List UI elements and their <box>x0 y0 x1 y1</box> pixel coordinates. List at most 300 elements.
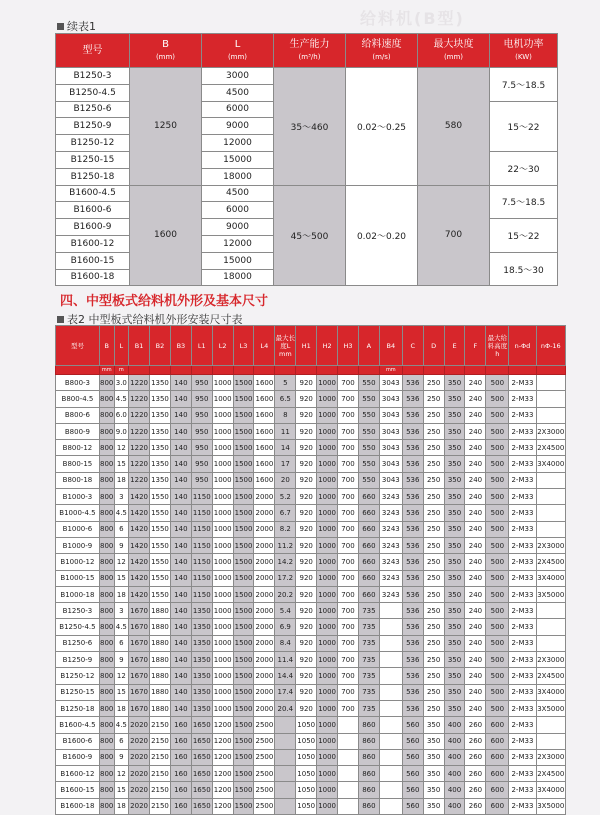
table2-cell: 160 <box>170 717 191 733</box>
table2-cell <box>536 717 565 733</box>
table2-cell: 3X4000 <box>536 456 565 472</box>
table2-cell: 350 <box>423 717 444 733</box>
table2-cell: 1350 <box>191 635 212 651</box>
table2-cell: 240 <box>465 472 486 488</box>
table2-cell: 2500 <box>254 782 275 798</box>
power-cell: 15～22 <box>490 101 558 151</box>
length-cell: 6000 <box>202 101 274 118</box>
table-row <box>56 440 566 456</box>
table2-cell: 1500 <box>233 798 254 814</box>
table2-cell <box>379 782 402 798</box>
table2-cell: 1670 <box>129 700 150 716</box>
table2-cell: 1500 <box>233 521 254 537</box>
table2-cell: 1000 <box>317 423 338 439</box>
table2-cell: B1250-18 <box>56 700 100 716</box>
table2-header-cell: L <box>114 326 129 366</box>
table-row <box>56 586 566 602</box>
table2-cell: 920 <box>296 537 317 553</box>
width-cell: 1250 <box>130 68 202 186</box>
table2-cell: 2-M33 <box>509 423 536 439</box>
table2-cell: 560 <box>402 766 423 782</box>
table1-header-cell <box>202 34 274 68</box>
table2-cell: 1550 <box>150 489 171 505</box>
table2-cell: 1670 <box>129 684 150 700</box>
table-row <box>56 423 566 439</box>
table2-cell <box>536 472 565 488</box>
table2-cell: 2X3000 <box>536 423 565 439</box>
table2-header-row <box>56 326 566 366</box>
section-title: 四、中型板式给料机外形及基本尺寸 <box>60 294 269 309</box>
table1-header-label: 最大块度 <box>433 38 474 50</box>
table2-cell: 250 <box>423 505 444 521</box>
table2-cell: 3 <box>114 603 129 619</box>
table2-cell: 920 <box>296 423 317 439</box>
table2-cell: 260 <box>465 749 486 765</box>
table2-cell: 1000 <box>212 456 233 472</box>
table2-cell: 1000 <box>317 668 338 684</box>
table2-cell: 800 <box>99 472 114 488</box>
table2-cell <box>536 489 565 505</box>
table2-cell: 1220 <box>129 472 150 488</box>
table-row <box>56 652 566 668</box>
table2-cell: 1500 <box>233 391 254 407</box>
table2-cell: 860 <box>358 717 379 733</box>
table2-cell: 550 <box>358 423 379 439</box>
table2-cell: 12 <box>114 554 129 570</box>
table2-cell: 1000 <box>212 603 233 619</box>
table2-header-cell: H1 <box>296 326 317 366</box>
model-cell: B1250-9 <box>56 118 130 135</box>
power-cell: 18.5～30 <box>490 252 558 286</box>
table2-cell: 2X4500 <box>536 668 565 684</box>
table2-cell: 700 <box>338 505 359 521</box>
table2-cell: B1600-12 <box>56 766 100 782</box>
table2-cell: 920 <box>296 554 317 570</box>
table2-cell: 4.5 <box>114 717 129 733</box>
table2-cell: 700 <box>338 375 359 391</box>
table-row <box>56 489 566 505</box>
table2-cell: 240 <box>465 570 486 586</box>
table2-cell: 1670 <box>129 603 150 619</box>
table2-header-cell: L2 <box>212 326 233 366</box>
table2-cell: 400 <box>444 798 465 814</box>
table2-cell: 350 <box>444 635 465 651</box>
table2-cell: 3043 <box>379 407 402 423</box>
table-row <box>56 766 566 782</box>
table2-cell: B800-12 <box>56 440 100 456</box>
table-row <box>56 668 566 684</box>
table2-cell: 2X4500 <box>536 554 565 570</box>
table2-cell: 700 <box>338 537 359 553</box>
table2-cell: 500 <box>486 521 509 537</box>
table2-cell: 1600 <box>254 407 275 423</box>
length-cell: 3000 <box>202 68 274 85</box>
table2-cell: 240 <box>465 619 486 635</box>
table2-cell: 1650 <box>191 749 212 765</box>
table2-cell: 1350 <box>191 619 212 635</box>
table2-cell: 500 <box>486 570 509 586</box>
table2-cell: 1600 <box>254 375 275 391</box>
table2-cell: 800 <box>99 570 114 586</box>
table2-cell: 3043 <box>379 472 402 488</box>
table2-cell <box>379 619 402 635</box>
table2-cell: 700 <box>338 521 359 537</box>
table2-cell: 700 <box>338 489 359 505</box>
table2-cell: 3043 <box>379 375 402 391</box>
table2-cell: 1880 <box>150 684 171 700</box>
table2-cell: 8.4 <box>275 635 296 651</box>
table2-cell: 1350 <box>150 472 171 488</box>
table2-header-cell: 最大给料高度 h <box>486 326 509 366</box>
table2-cell: 3243 <box>379 521 402 537</box>
table2-cell: 536 <box>402 423 423 439</box>
table-row <box>56 407 566 423</box>
table2-cell: 250 <box>423 570 444 586</box>
table2-cell: 1350 <box>150 375 171 391</box>
table2-cell: 1500 <box>233 472 254 488</box>
table2-cell: 400 <box>444 766 465 782</box>
table2-cell: 350 <box>444 505 465 521</box>
table2-cell <box>536 391 565 407</box>
table2-cell: 250 <box>423 489 444 505</box>
table2-cell: 660 <box>358 570 379 586</box>
table2-cell: 3243 <box>379 570 402 586</box>
table2-cell: 1500 <box>233 537 254 553</box>
table2-cell <box>275 733 296 749</box>
table2-cell: 560 <box>402 717 423 733</box>
table2-cell: 9.0 <box>114 423 129 439</box>
model-cell: B1600-18 <box>56 269 130 286</box>
table2-cell: 2X4500 <box>536 766 565 782</box>
table1-header-cell <box>56 34 130 68</box>
table2-cell: 536 <box>402 652 423 668</box>
table2-cell: 3X4000 <box>536 782 565 798</box>
table2-cell: 560 <box>402 798 423 814</box>
table2-cell: 700 <box>338 440 359 456</box>
table2-cell: 1000 <box>212 700 233 716</box>
table-row <box>56 570 566 586</box>
table2-cell: 536 <box>402 440 423 456</box>
table2-header-cell: B4 <box>379 326 402 366</box>
table-row <box>56 391 566 407</box>
table2-unit-cell <box>358 366 379 375</box>
table2-cell: 1420 <box>129 586 150 602</box>
table2-cell: 12 <box>114 440 129 456</box>
table2-cell: 950 <box>191 375 212 391</box>
table2-cell: 250 <box>423 635 444 651</box>
table2-cell: 700 <box>338 619 359 635</box>
table2-cell <box>379 749 402 765</box>
table2-cell <box>379 798 402 814</box>
speed-cell: 0.02～0.25 <box>346 68 418 186</box>
table2-cell: 2-M33 <box>509 472 536 488</box>
table2-cell <box>379 700 402 716</box>
table2-cell: B1600-9 <box>56 749 100 765</box>
length-cell: 18000 <box>202 269 274 286</box>
table2-cell: 2000 <box>254 521 275 537</box>
table2-cell: 2150 <box>150 717 171 733</box>
table2-cell: 1000 <box>212 505 233 521</box>
table2-cell: 350 <box>444 375 465 391</box>
table2-cell: 920 <box>296 668 317 684</box>
table2-header-cell: B1 <box>129 326 150 366</box>
table2-cell: 1550 <box>150 554 171 570</box>
table2-cell: 1500 <box>233 554 254 570</box>
table2-cell: 1500 <box>233 603 254 619</box>
table2-cell: 1650 <box>191 782 212 798</box>
table2-cell: 2500 <box>254 766 275 782</box>
table2-cell: 2-M33 <box>509 505 536 521</box>
table2-cell: 250 <box>423 652 444 668</box>
table2-cell: 14 <box>275 440 296 456</box>
table2-cell: 160 <box>170 733 191 749</box>
table2-cell: 140 <box>170 537 191 553</box>
table2-cell: 250 <box>423 537 444 553</box>
table2-cell: 8.2 <box>275 521 296 537</box>
table1-header-cell <box>274 34 346 68</box>
table2-cell: 250 <box>423 668 444 684</box>
table2-cell: B1250-12 <box>56 668 100 684</box>
table2-cell: 2020 <box>129 766 150 782</box>
table2-cell: 140 <box>170 440 191 456</box>
table2-cell: 2000 <box>254 489 275 505</box>
table2-cell: 2-M33 <box>509 440 536 456</box>
table2-cell: 1150 <box>191 505 212 521</box>
table-row <box>56 717 566 733</box>
table2-cell: 536 <box>402 554 423 570</box>
table2-cell <box>338 782 359 798</box>
table2-cell: B1250-15 <box>56 684 100 700</box>
table2-cell: 536 <box>402 700 423 716</box>
table1-header-label: 电机功率 <box>503 38 544 50</box>
table2-cell: 1500 <box>233 570 254 586</box>
table2-cell: 240 <box>465 489 486 505</box>
table2-cell: 140 <box>170 652 191 668</box>
table2-cell: B800-18 <box>56 472 100 488</box>
table2-cell: 2150 <box>150 782 171 798</box>
table2-cell: 1500 <box>233 733 254 749</box>
table2-cell: 920 <box>296 570 317 586</box>
table2-cell: 14.2 <box>275 554 296 570</box>
model-cell: B1600-6 <box>56 202 130 219</box>
table2-cell: 140 <box>170 700 191 716</box>
table2-cell: 1150 <box>191 586 212 602</box>
table2-cell: 3X5000 <box>536 700 565 716</box>
table2-cell: 800 <box>99 733 114 749</box>
table2-cell: 1420 <box>129 521 150 537</box>
table2-cell: 1000 <box>212 472 233 488</box>
table2-cell: 735 <box>358 603 379 619</box>
table2-cell: B1000-12 <box>56 554 100 570</box>
table-row <box>56 684 566 700</box>
table2-cell: 536 <box>402 603 423 619</box>
table2-cell: 240 <box>465 440 486 456</box>
table2-cell: 2-M33 <box>509 603 536 619</box>
table2-cell: 1670 <box>129 652 150 668</box>
table2-cell: 350 <box>423 782 444 798</box>
table2-cell: 860 <box>358 766 379 782</box>
table2-cell: 536 <box>402 570 423 586</box>
table2-cell: B1600-4.5 <box>56 717 100 733</box>
table2-unit-cell <box>170 366 191 375</box>
table2-cell: 1500 <box>233 440 254 456</box>
table2-cell: B1000-6 <box>56 521 100 537</box>
table2-cell: 800 <box>99 391 114 407</box>
table2-cell: 2-M33 <box>509 635 536 651</box>
table2-cell: 1600 <box>254 423 275 439</box>
table2-cell: 4.5 <box>114 391 129 407</box>
table2-cell: 17.4 <box>275 684 296 700</box>
table2-cell: 920 <box>296 472 317 488</box>
table2-cell: 2000 <box>254 684 275 700</box>
table2-cell: 18 <box>114 700 129 716</box>
table2-cell: 560 <box>402 733 423 749</box>
table2-cell: 1000 <box>212 423 233 439</box>
table2-cell: 160 <box>170 766 191 782</box>
table2-cell: 1550 <box>150 521 171 537</box>
table2-cell: 1000 <box>317 766 338 782</box>
table2-unit-cell <box>486 366 509 375</box>
table2-cell: 160 <box>170 749 191 765</box>
table2-cell: 2000 <box>254 537 275 553</box>
table2-cell: 160 <box>170 782 191 798</box>
table2-cell: B800-4.5 <box>56 391 100 407</box>
table-row <box>56 537 566 553</box>
table2-cell: 140 <box>170 407 191 423</box>
table2-cell: 920 <box>296 521 317 537</box>
table2-cell: 1150 <box>191 537 212 553</box>
table2-cell: 250 <box>423 521 444 537</box>
table2-cell: 500 <box>486 635 509 651</box>
table2-cell: 1000 <box>317 456 338 472</box>
table2-cell: 536 <box>402 489 423 505</box>
table2-cell: 1500 <box>233 456 254 472</box>
table2-cell: 14.4 <box>275 668 296 684</box>
table2-cell: 1000 <box>317 391 338 407</box>
table2-cell: 1000 <box>317 375 338 391</box>
table2-cell: 2000 <box>254 635 275 651</box>
table2-cell: 400 <box>444 717 465 733</box>
table1-header-unit: (m/s) <box>372 52 391 61</box>
table2-cell: 2-M33 <box>509 668 536 684</box>
table2-cell <box>275 717 296 733</box>
table2-cell: 1880 <box>150 700 171 716</box>
table2-cell: 2-M33 <box>509 700 536 716</box>
table2-cell: 920 <box>296 586 317 602</box>
table2-cell: 700 <box>338 603 359 619</box>
table2-cell: 4.5 <box>114 505 129 521</box>
table2-cell: 536 <box>402 619 423 635</box>
table2-cell: 140 <box>170 472 191 488</box>
model-cell: B1600-12 <box>56 235 130 252</box>
table2-unit-cell <box>129 366 150 375</box>
page-header-faint: 给料机(B型) <box>360 9 465 28</box>
table2-cell: 350 <box>444 537 465 553</box>
table2-cell <box>275 782 296 798</box>
table1-header-label: 型号 <box>82 44 103 56</box>
table2-cell: 700 <box>338 423 359 439</box>
table2-cell: B1000-4.5 <box>56 505 100 521</box>
table2-cell: 250 <box>423 456 444 472</box>
table2-cell: 1670 <box>129 619 150 635</box>
length-cell: 15000 <box>202 151 274 168</box>
table2-cell: 1050 <box>296 717 317 733</box>
table2-cell: 500 <box>486 554 509 570</box>
table2-cell: 500 <box>486 505 509 521</box>
table2-cell: B800-15 <box>56 456 100 472</box>
table2-cell: B800-3 <box>56 375 100 391</box>
table2-cell: 536 <box>402 586 423 602</box>
table2-caption-text: 表2 中型板式给料机外形安装尺寸表 <box>67 313 243 326</box>
table2-cell: 2-M33 <box>509 537 536 553</box>
table2-cell: 240 <box>465 603 486 619</box>
table2-cell: 260 <box>465 717 486 733</box>
table2-cell: 550 <box>358 440 379 456</box>
table2-cell: 920 <box>296 619 317 635</box>
table2-cell: 660 <box>358 554 379 570</box>
table2-cell: 9 <box>114 652 129 668</box>
power-cell: 7.5～18.5 <box>490 68 558 102</box>
table2-cell: 1880 <box>150 635 171 651</box>
table2-cell: 350 <box>444 570 465 586</box>
model-cell: B1250-3 <box>56 68 130 85</box>
table2-header-cell: F <box>465 326 486 366</box>
table2-cell: 3X5000 <box>536 586 565 602</box>
table2-cell: 140 <box>170 635 191 651</box>
power-cell: 22～30 <box>490 151 558 185</box>
table2-cell: 500 <box>486 472 509 488</box>
table2-cell: 12 <box>114 766 129 782</box>
table2-cell: 240 <box>465 423 486 439</box>
table2-cell <box>338 766 359 782</box>
table2-cell: 800 <box>99 717 114 733</box>
table2-header-cell: B2 <box>150 326 171 366</box>
table2-cell: 350 <box>444 586 465 602</box>
table2-header-cell: C <box>402 326 423 366</box>
table2-cell: 920 <box>296 489 317 505</box>
table2-cell: 660 <box>358 586 379 602</box>
table2-cell: 1350 <box>150 423 171 439</box>
table2-cell: 920 <box>296 684 317 700</box>
table2-cell: 1000 <box>212 407 233 423</box>
table2-cell: 1500 <box>233 586 254 602</box>
table2-cell: 800 <box>99 635 114 651</box>
table2-cell <box>338 749 359 765</box>
table2-cell: B1250-4.5 <box>56 619 100 635</box>
table2-cell: 700 <box>338 391 359 407</box>
table2-unit-cell <box>212 366 233 375</box>
table2-cell: 240 <box>465 375 486 391</box>
table2-cell <box>379 652 402 668</box>
table2-cell: 1000 <box>212 570 233 586</box>
table2-cell: 600 <box>486 749 509 765</box>
table2-cell: 800 <box>99 456 114 472</box>
table2-cell: 1600 <box>254 391 275 407</box>
table2-unit-cell <box>536 366 565 375</box>
table2-cell: 550 <box>358 391 379 407</box>
table2-cell: 20.4 <box>275 700 296 716</box>
table2-cell: 2000 <box>254 586 275 602</box>
table2-cell: 536 <box>402 521 423 537</box>
table2-cell: 1050 <box>296 798 317 814</box>
table2-cell: 2-M33 <box>509 766 536 782</box>
table2-cell: 500 <box>486 391 509 407</box>
table2-cell: 1000 <box>212 537 233 553</box>
table2-cell: B1000-15 <box>56 570 100 586</box>
table2-cell: 1500 <box>233 652 254 668</box>
table2-cell: 700 <box>338 472 359 488</box>
table2-cell: 8 <box>275 407 296 423</box>
